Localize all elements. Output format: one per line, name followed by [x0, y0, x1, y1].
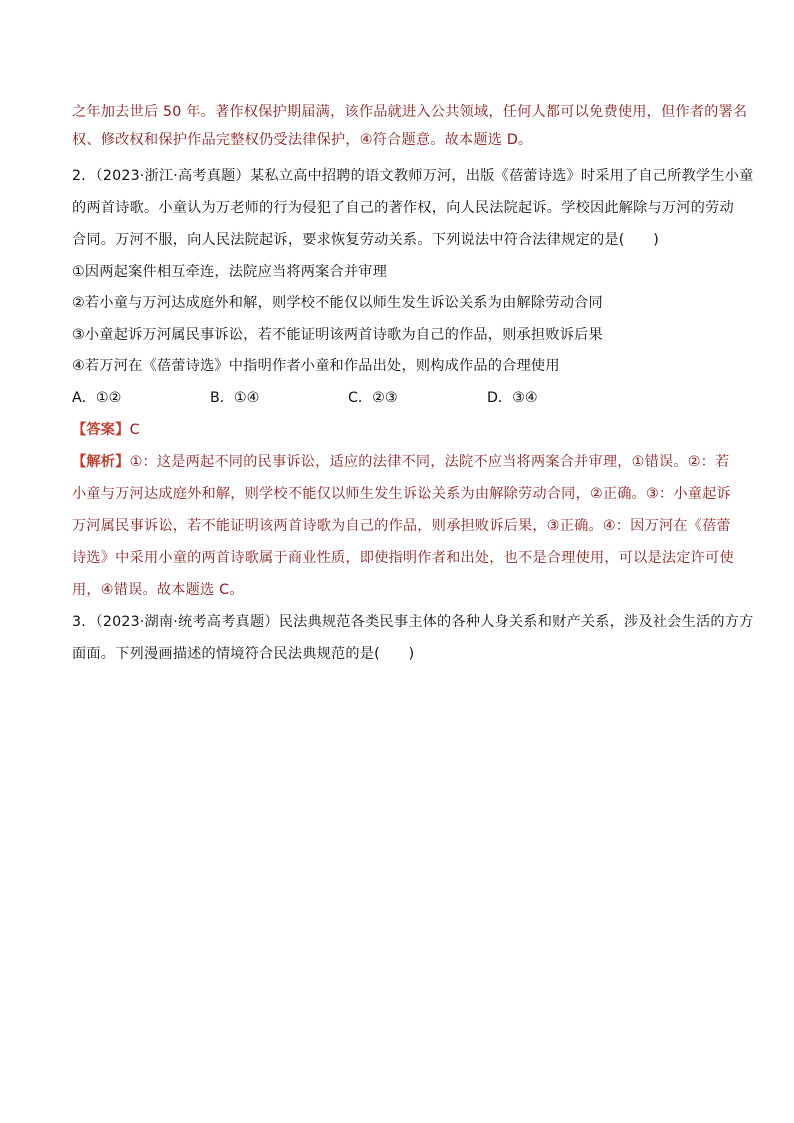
q2-stem-line-3: 合同。万河不服，向人民法院起诉，要求恢复劳动关系。下列说法中符合法律规定的是( ) [72, 232, 659, 248]
q2-statement-4: ④若万河在《蓓蕾诗选》中指明作者小童和作品出处，则构成作品的合理使用 [72, 358, 560, 374]
analysis-text-1: ①：这是两起不同的民事诉讼，适应的法律不同，法院不应当将两案合并审理，①错误。②：若 [129, 454, 730, 470]
q2-statement-3: ③小童起诉万河属民事诉讼，若不能证明该两首诗歌为自己的作品，则承担败诉后果 [72, 327, 603, 343]
answer-tag: 【答案】 [72, 422, 130, 438]
q3-stem-line-1: 3．（2023·湖南·统考高考真题）民法典规范各类民事主体的各种人身关系和财产关系，涉及社会生活的方方 [72, 614, 754, 630]
q2-analysis-line-1 [72, 452, 732, 472]
q2-option-a: A．①② [72, 390, 122, 406]
q2-analysis-line-5: 用，④错误。故本题选 C。 [72, 582, 244, 598]
q2-option-c: C．②③ [348, 390, 398, 406]
q2-analysis-line-3: 万河属民事诉讼，若不能证明该两首诗歌为自己的作品，则承担败诉后果，③正确。④：因万河在《蓓蕾 [72, 518, 731, 534]
prev-analysis-line-1: 之年加去世后 50 年。著作权保护期届满，该作品就进入公共领域，任何人都可以免费使用，但作者的署名 [72, 104, 748, 120]
q2-answer-row [72, 420, 732, 440]
q2-option-d: D．③④ [487, 390, 538, 406]
answer-value: C [129, 422, 140, 438]
q2-stem-line-2: 的两首诗歌。小童认为万老师的行为侵犯了自己的著作权，向人民法院起诉。学校因此解除与万河的劳动 [72, 200, 734, 216]
q2-stem-line-1: 2．（2023·浙江·高考真题）某私立高中招聘的语文教师万河，出版《蓓蕾诗选》时采用了自己所教学生小童 [72, 168, 754, 184]
q2-option-b: B．①④ [210, 390, 260, 406]
q2-statement-2: ②若小童与万河达成庭外和解，则学校不能仅以师生发生诉讼关系为由解除劳动合同 [72, 295, 603, 311]
q2-statement-1: ①因两起案件相互牵连，法院应当将两案合并审理 [72, 264, 388, 280]
analysis-tag: 【解析】 [72, 454, 130, 470]
q3-stem-line-2: 面面。下列漫画描述的情境符合民法典规范的是( ) [72, 646, 415, 662]
prev-analysis-line-2: 权、修改权和保护作品完整权仍受法律保护，④符合题意。故本题选 D。 [72, 132, 533, 148]
q2-analysis-line-2: 小童与万河达成庭外和解，则学校不能仅以师生发生诉讼关系为由解除劳动合同，②正确。③：小童起诉 [72, 486, 731, 502]
q2-analysis-line-4: 诗选》中采用小童的两首诗歌属于商业性质，即使指明作者和出处，也不是合理使用，可以是法定许可使 [72, 550, 734, 566]
